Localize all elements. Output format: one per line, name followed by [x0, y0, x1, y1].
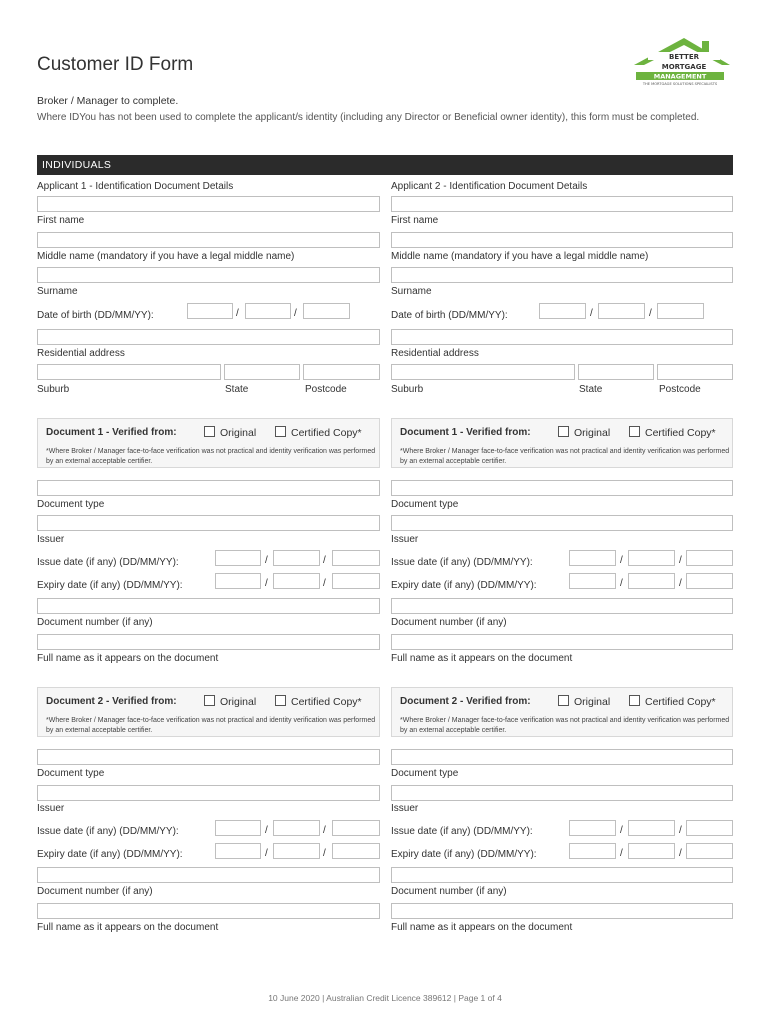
issuer-input[interactable] — [37, 785, 380, 801]
date-separator: / — [265, 825, 268, 836]
suburb-label: Suburb — [37, 384, 70, 395]
document-number-input[interactable] — [37, 598, 380, 614]
document-2-title: Document 2 - Verified from: — [400, 696, 531, 707]
intro-paragraph: Where IDYou has not been used to complete the applicant/s identity (including any Director or Beneficial owner identity), this form must be completed. — [37, 112, 700, 123]
expiry-day-input[interactable] — [569, 573, 616, 589]
expiry-date-label: Expiry date (if any) (DD/MM/YY): — [37, 580, 183, 591]
full-name-label: Full name as it appears on the document — [391, 922, 573, 933]
first-name-label: First name — [391, 215, 439, 226]
dob-day-input[interactable] — [539, 303, 586, 319]
postcode-input[interactable] — [657, 364, 733, 380]
middle-name-label: Middle name (mandatory if you have a legal middle name) — [37, 251, 295, 262]
certifier-note: *Where Broker / Manager face-to-face verification was not practical and identity verification was performed by an external acceptable certifier. — [400, 448, 730, 465]
document-number-label: Document number (if any) — [37, 617, 153, 628]
dob-label: Date of birth (DD/MM/YY): — [37, 310, 154, 321]
dob-year-input[interactable] — [657, 303, 704, 319]
original-checkbox[interactable] — [558, 695, 569, 706]
original-label: Original — [574, 696, 611, 708]
date-separator: / — [294, 308, 297, 319]
certified-copy-label: Certified Copy* — [291, 696, 362, 708]
state-input[interactable] — [578, 364, 654, 380]
applicant-heading: Applicant 2 - Identification Document Details — [391, 181, 588, 192]
expiry-month-input[interactable] — [628, 843, 675, 859]
document-number-label: Document number (if any) — [391, 617, 507, 628]
middle-name-input[interactable] — [37, 232, 380, 248]
middle-name-label: Middle name (mandatory if you have a legal middle name) — [391, 251, 649, 262]
applicant-1-column — [37, 0, 380, 1024]
full-name-input[interactable] — [391, 903, 733, 919]
expiry-month-input[interactable] — [273, 843, 320, 859]
svg-text:BETTER: BETTER — [669, 53, 699, 61]
first-name-label: First name — [37, 215, 85, 226]
issue-year-input[interactable] — [686, 550, 733, 566]
issue-month-input[interactable] — [628, 820, 675, 836]
original-checkbox[interactable] — [204, 695, 215, 706]
date-separator: / — [265, 578, 268, 589]
document-2-title: Document 2 - Verified from: — [46, 696, 177, 707]
full-name-label: Full name as it appears on the document — [37, 922, 219, 933]
residential-address-label: Residential address — [37, 348, 125, 359]
issuer-label: Issuer — [391, 534, 419, 545]
expiry-date-label: Expiry date (if any) (DD/MM/YY): — [391, 849, 537, 860]
issue-day-input[interactable] — [569, 550, 616, 566]
issue-date-label: Issue date (if any) (DD/MM/YY): — [391, 557, 533, 568]
first-name-input[interactable] — [37, 196, 380, 212]
full-name-input[interactable] — [37, 634, 380, 650]
original-label: Original — [220, 427, 257, 439]
applicant-2-column — [391, 0, 734, 1024]
certifier-note: *Where Broker / Manager face-to-face verification was not practical and identity verification was performed by an external acceptable certifier. — [46, 448, 376, 465]
issuer-input[interactable] — [391, 785, 733, 801]
date-separator: / — [679, 848, 682, 859]
postcode-input[interactable] — [303, 364, 380, 380]
postcode-label: Postcode — [659, 384, 701, 395]
first-name-input[interactable] — [391, 196, 733, 212]
state-label: State — [579, 384, 603, 395]
document-type-label: Document type — [391, 768, 459, 779]
date-separator: / — [236, 308, 239, 319]
page-footer: 10 June 2020 | Australian Credit Licence 389612 | Page 1 of 4 — [268, 993, 502, 1003]
date-separator: / — [620, 825, 623, 836]
expiry-month-input[interactable] — [273, 573, 320, 589]
document-1-title: Document 1 - Verified from: — [46, 427, 177, 438]
issuer-input[interactable] — [391, 515, 733, 531]
date-separator: / — [679, 578, 682, 589]
issue-date-label: Issue date (if any) (DD/MM/YY): — [37, 826, 179, 837]
issue-day-input[interactable] — [215, 550, 261, 566]
full-name-input[interactable] — [37, 903, 380, 919]
issue-month-input[interactable] — [628, 550, 675, 566]
suburb-input[interactable] — [391, 364, 575, 380]
issuer-label: Issuer — [391, 803, 419, 814]
date-separator: / — [323, 555, 326, 566]
surname-label: Surname — [391, 286, 432, 297]
document-type-label: Document type — [37, 499, 105, 510]
issuer-label: Issuer — [37, 534, 65, 545]
surname-input[interactable] — [37, 267, 380, 283]
certified-copy-label: Certified Copy* — [291, 427, 362, 439]
issuer-label: Issuer — [37, 803, 65, 814]
expiry-date-label: Expiry date (if any) (DD/MM/YY): — [37, 849, 183, 860]
date-separator: / — [265, 555, 268, 566]
issue-year-input[interactable] — [686, 820, 733, 836]
dob-month-input[interactable] — [598, 303, 645, 319]
issue-date-label: Issue date (if any) (DD/MM/YY): — [37, 557, 179, 568]
document-1-title: Document 1 - Verified from: — [400, 427, 531, 438]
intro-line: Broker / Manager to complete. — [37, 95, 179, 107]
expiry-year-input[interactable] — [686, 573, 733, 589]
dob-month-input[interactable] — [245, 303, 291, 319]
issue-month-input[interactable] — [273, 820, 320, 836]
date-separator: / — [590, 308, 593, 319]
issue-day-input[interactable] — [569, 820, 616, 836]
certifier-note: *Where Broker / Manager face-to-face verification was not practical and identity verification was performed by an external acceptable certifier. — [46, 717, 376, 734]
postcode-label: Postcode — [305, 384, 347, 395]
certified-copy-checkbox[interactable] — [275, 695, 286, 706]
date-separator: / — [323, 825, 326, 836]
expiry-year-input[interactable] — [686, 843, 733, 859]
date-separator: / — [649, 308, 652, 319]
middle-name-input[interactable] — [391, 232, 733, 248]
document-1-box — [391, 418, 733, 468]
document-number-input[interactable] — [37, 867, 380, 883]
document-type-input[interactable] — [37, 749, 380, 765]
certified-copy-checkbox[interactable] — [275, 426, 286, 437]
full-name-label: Full name as it appears on the document — [37, 653, 219, 664]
dob-label: Date of birth (DD/MM/YY): — [391, 310, 508, 321]
document-type-input[interactable] — [391, 480, 733, 496]
state-input[interactable] — [224, 364, 300, 380]
document-number-label: Document number (if any) — [391, 886, 507, 897]
page-title: Customer ID Form — [37, 54, 194, 75]
date-separator: / — [323, 848, 326, 859]
expiry-date-label: Expiry date (if any) (DD/MM/YY): — [391, 580, 537, 591]
issue-year-input[interactable] — [332, 820, 380, 836]
svg-text:THE MORTGAGE SOLUTIONS SPECIAL: THE MORTGAGE SOLUTIONS SPECIALISTS — [642, 82, 718, 86]
svg-text:MANAGEMENT: MANAGEMENT — [653, 72, 707, 81]
issue-date-label: Issue date (if any) (DD/MM/YY): — [391, 826, 533, 837]
document-2-box — [391, 687, 733, 737]
full-name-input[interactable] — [391, 634, 733, 650]
date-separator: / — [679, 825, 682, 836]
residential-address-label: Residential address — [391, 348, 479, 359]
document-type-input[interactable] — [37, 480, 380, 496]
certified-copy-checkbox[interactable] — [629, 426, 640, 437]
section-title: INDIVIDUALS — [42, 159, 112, 171]
surname-label: Surname — [37, 286, 78, 297]
document-number-label: Document number (if any) — [37, 886, 153, 897]
expiry-year-input[interactable] — [332, 843, 380, 859]
document-type-label: Document type — [37, 768, 105, 779]
expiry-year-input[interactable] — [332, 573, 380, 589]
document-2-box — [37, 687, 380, 737]
original-label: Original — [220, 696, 257, 708]
expiry-day-input[interactable] — [215, 573, 261, 589]
issue-month-input[interactable] — [273, 550, 320, 566]
date-separator: / — [323, 578, 326, 589]
full-name-label: Full name as it appears on the document — [391, 653, 573, 664]
document-type-label: Document type — [391, 499, 459, 510]
document-number-input[interactable] — [391, 867, 733, 883]
certified-copy-checkbox[interactable] — [629, 695, 640, 706]
certified-copy-label: Certified Copy* — [645, 696, 716, 708]
dob-year-input[interactable] — [303, 303, 350, 319]
issuer-input[interactable] — [37, 515, 380, 531]
surname-input[interactable] — [391, 267, 733, 283]
suburb-input[interactable] — [37, 364, 221, 380]
dob-day-input[interactable] — [187, 303, 233, 319]
date-separator: / — [679, 555, 682, 566]
expiry-day-input[interactable] — [569, 843, 616, 859]
certifier-note: *Where Broker / Manager face-to-face verification was not practical and identity verification was performed by an external acceptable certifier. — [400, 717, 730, 734]
state-label: State — [225, 384, 249, 395]
date-separator: / — [620, 555, 623, 566]
date-separator: / — [620, 848, 623, 859]
document-1-box — [37, 418, 380, 468]
expiry-month-input[interactable] — [628, 573, 675, 589]
original-checkbox[interactable] — [204, 426, 215, 437]
residential-address-input[interactable] — [391, 329, 733, 345]
suburb-label: Suburb — [391, 384, 424, 395]
svg-text:MORTGAGE: MORTGAGE — [661, 63, 707, 71]
certified-copy-label: Certified Copy* — [645, 427, 716, 439]
applicant-heading: Applicant 1 - Identification Document Details — [37, 181, 234, 192]
original-checkbox[interactable] — [558, 426, 569, 437]
original-label: Original — [574, 427, 611, 439]
residential-address-input[interactable] — [37, 329, 380, 345]
issue-day-input[interactable] — [215, 820, 261, 836]
issue-year-input[interactable] — [332, 550, 380, 566]
date-separator: / — [265, 848, 268, 859]
expiry-day-input[interactable] — [215, 843, 261, 859]
document-number-input[interactable] — [391, 598, 733, 614]
document-type-input[interactable] — [391, 749, 733, 765]
date-separator: / — [620, 578, 623, 589]
